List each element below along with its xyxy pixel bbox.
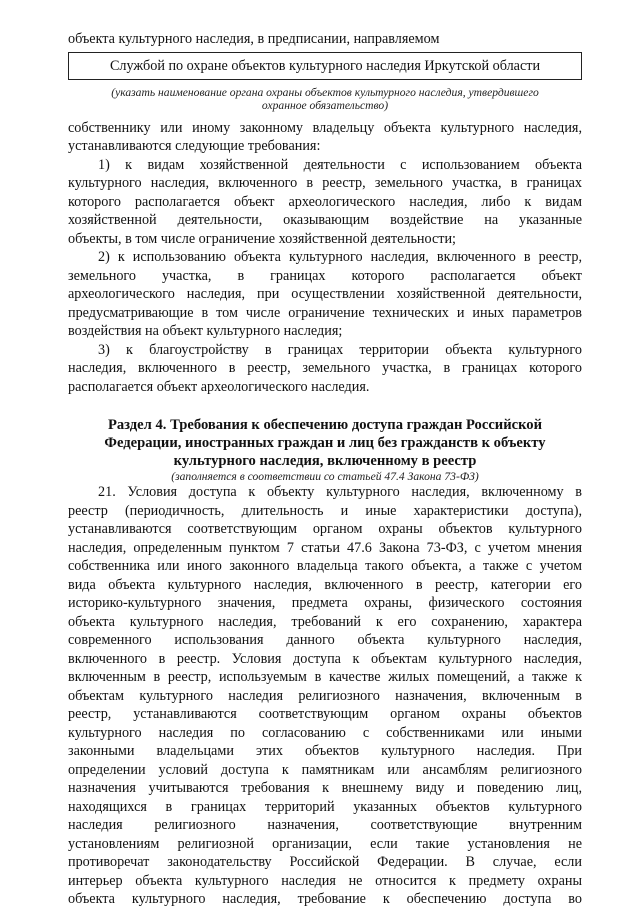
para21-line: назначения учитываются требования к внешнему виду и поведению лиц, <box>68 780 582 796</box>
req1-line: объекты, в том числе ограничение хозяйственной деятельности; <box>68 230 456 247</box>
req1-line: которого располагается объект археологического наследия, либо к видам <box>68 193 582 210</box>
para21-line: реестр (периодичность, длительность и иные характеристики доступа), <box>68 502 582 519</box>
section-heading-line: культурного наследия, включенному в реестр <box>173 453 477 469</box>
para21-line: историко-культурного значения, предмета охраны, физического состояния <box>68 595 582 611</box>
agency-note <box>68 86 582 112</box>
req1-line: культурного наследия, включенного в реестр, земельного участка, в границах <box>68 175 582 191</box>
req2-line: земельного участка, в границах которого располагается объект <box>68 267 582 284</box>
para21-line: объекта культурного наследия, требование к обеспечению доступа во <box>68 891 582 907</box>
req3-line: 3) к благоустройству в границах территории объекта культурного <box>98 341 582 358</box>
req1-line: 1) к видам хозяйственной деятельности с использованием объекта <box>98 156 582 173</box>
para21-line: объекта культурного наследия, требований к его сохранению, характера <box>68 613 582 630</box>
req2-line: предусматривающие в том числе ограничение технических и иных параметров <box>68 304 582 321</box>
section-heading-line: Федерации, иностранных граждан и лиц без гражданств к объекту <box>104 435 546 451</box>
para21-line: собственника или иного законного владельца такого объекта, а также с учетом <box>68 558 582 574</box>
agency-note-line-1: (указать наименование органа охраны объектов культурного наследия, утвердившего <box>111 85 539 99</box>
para21-line: 21. Условия доступа к объекту культурного наследия, включенному в <box>98 484 582 500</box>
intro-line: устанавливаются следующие требования: <box>68 138 321 154</box>
para21-line: интерьер объекта культурного наследия не относится к предмету охраны <box>68 872 582 889</box>
section-heading <box>68 416 582 470</box>
para21-line: реестр, устанавливаются соответствующим органом охраны объектов <box>68 706 582 722</box>
req3-line: располагается объект археологического наследия. <box>68 378 370 395</box>
req3-line: наследия, включенного в реестр, земельного участка, в границах которого <box>68 360 582 376</box>
para21-line: культурного наследия по согласованию с собственниками или иными <box>68 724 582 741</box>
req2-line: археологического наследия, при осуществлении хозяйственной деятельности, <box>68 286 582 302</box>
para21-line: противоречат законодательству Российской Федерации. В случае, если <box>68 854 582 870</box>
section-heading-line: Раздел 4. Требования к обеспечению доступа граждан Российской <box>107 417 543 433</box>
para21-line: наследия религиозного назначения, соответствующие внутренним <box>68 817 582 833</box>
document-page <box>68 28 582 909</box>
section-note: (заполняется в соответствии со статьей 47.4 Закона 73-ФЗ) <box>171 470 479 483</box>
requirements-block <box>68 119 582 397</box>
req2-line: воздействия на объект культурного наследия; <box>68 323 343 339</box>
req2-line: 2) к использованию объекта культурного наследия, включенного в реестр, <box>98 249 582 265</box>
para21-line: находящихся в границах территорий указанных объектов культурного <box>68 798 582 815</box>
para21-line: определении условий доступа к памятникам или ансамблям религиозного <box>68 761 582 778</box>
para21-line: современного использования данного объекта культурного наследия, <box>68 632 582 648</box>
para21-line: включенным в реестр, используемым в качестве жилых помещений, а также к <box>68 669 582 685</box>
agency-note-line-2: охранное обязательство) <box>261 98 389 112</box>
top-line: объекта культурного наследия, в предписании, направляемом <box>68 31 440 47</box>
para21-line: устанавливаются соответствующим органом охраны объектов культурного <box>68 521 582 537</box>
paragraph-21 <box>68 483 582 909</box>
para21-line: объектам культурного наследия религиозного назначения, включенным в <box>68 687 582 704</box>
agency-box: Службой по охране объектов культурного наследия Иркутской области <box>68 52 582 80</box>
para21-line: наследия, определенным пунктом 7 статьи 47.6 Закона 73-ФЗ, с учетом мнения <box>68 539 582 556</box>
intro-line: собственнику или иному законному владельцу объекта культурного наследия, <box>68 119 582 136</box>
para21-line: установлениям религиозной организации, если такие установления не <box>68 835 582 852</box>
para21-line: вида объекта культурного наследия, включенного в реестр, категории его <box>68 576 582 593</box>
para21-line: законными владельцами этих объектов культурного наследия. При <box>68 743 582 759</box>
para21-line: включенного в реестр. Условия доступа к объектам культурного наследия, <box>68 650 582 667</box>
req1-line: хозяйственной деятельности, оказывающим воздействие на указанные <box>68 212 582 228</box>
